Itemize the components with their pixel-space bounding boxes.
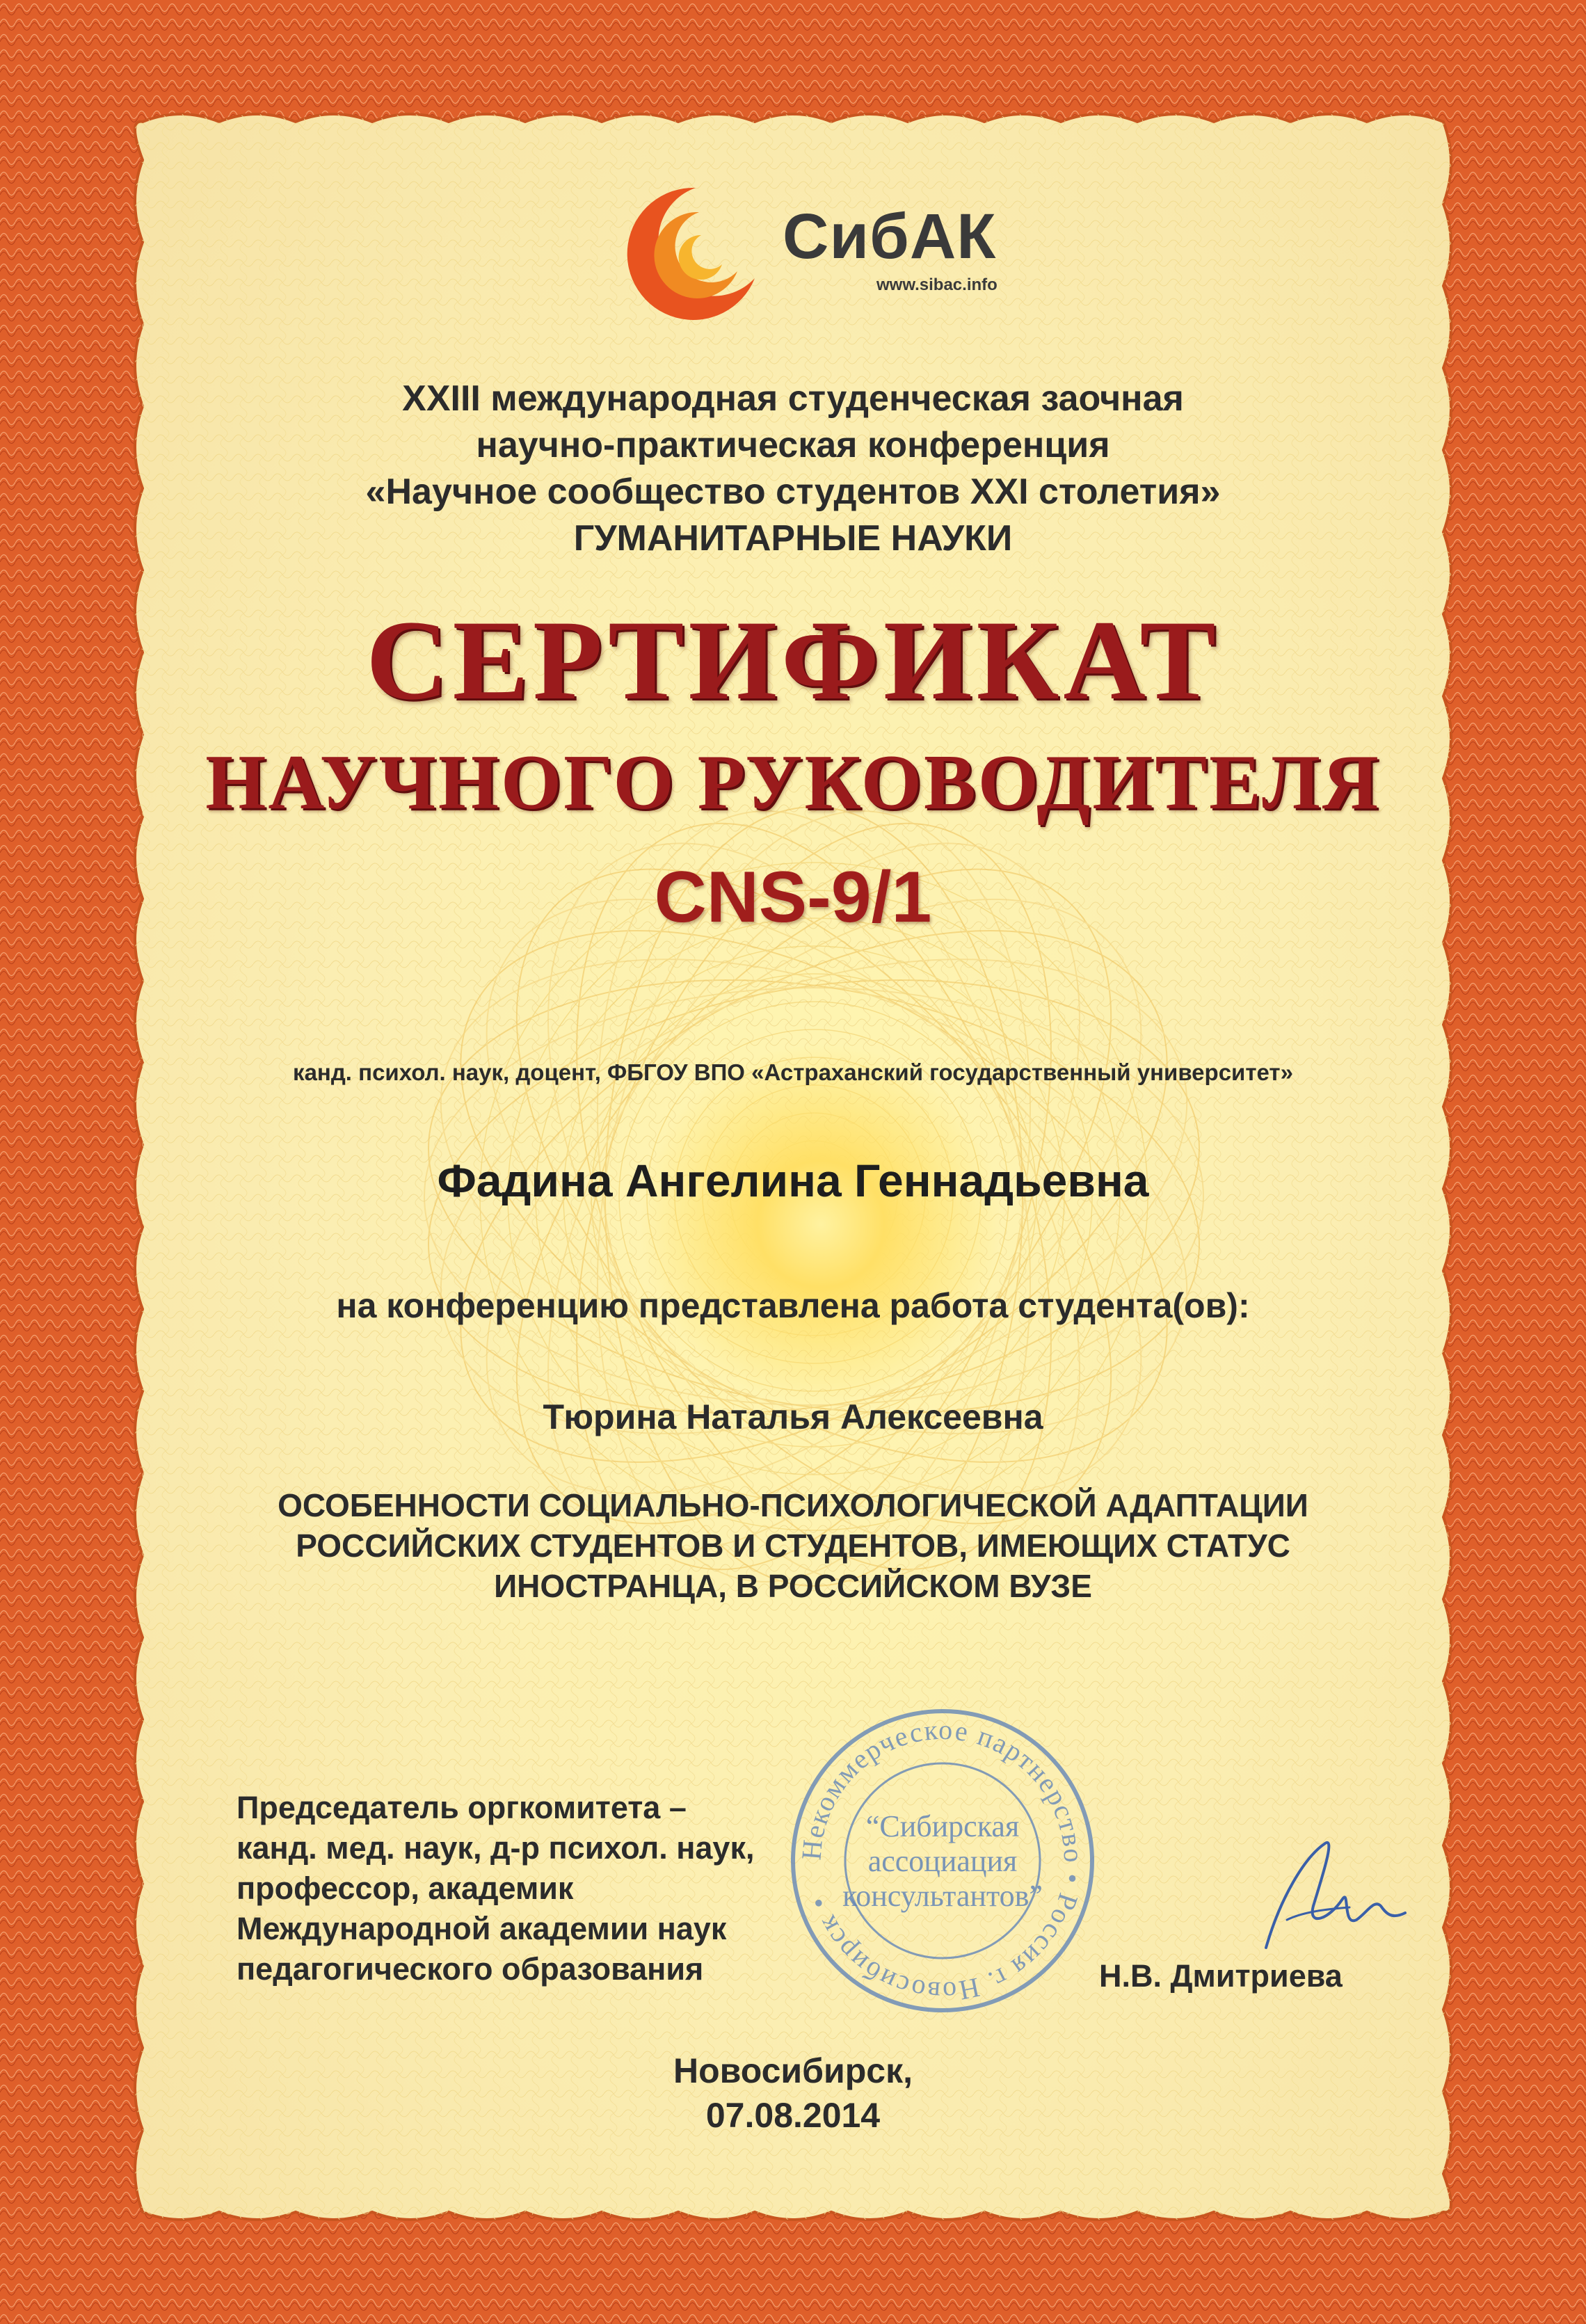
sibac-logo <box>612 174 1002 334</box>
conference-line: «Научное сообщество студентов XXI столетия» <box>365 472 1221 512</box>
supervisor-name: Фадина Ангелина Геннадьевна <box>437 1155 1149 1206</box>
supervisor-position: канд. психол. наук, доцент, ФБГОУ ВПО «Астраханский государственный университет» <box>293 1059 1293 1085</box>
logo-url: www.sibac.info <box>876 275 998 294</box>
certificate-subtitle: НАУЧНОГО РУКОВОДИТЕЛЯ <box>205 739 1381 826</box>
chair-line: Международной академии наук <box>237 1911 727 1946</box>
conference-line: XXIII международная студенческая заочная <box>402 378 1184 419</box>
organization-stamp <box>779 1697 1106 2024</box>
conference-section: ГУМАНИТАРНЫЕ НАУКИ <box>573 518 1013 559</box>
sibac-swirl-icon <box>612 174 772 334</box>
chair-line: педагогического образования <box>237 1951 704 1987</box>
chair-line: профессор, академик <box>237 1870 574 1906</box>
stamp-center-line: консультантов” <box>842 1879 1043 1913</box>
work-title-line: ОСОБЕННОСТИ СОЦИАЛЬНО-ПСИХОЛОГИЧЕСКОЙ АДАПТАЦИИ <box>278 1487 1308 1523</box>
work-title-line: ИНОСТРАНЦА, В РОССИЙСКОМ ВУЗЕ <box>494 1568 1092 1604</box>
signer-name: Н.В. Дмитриева <box>1099 1958 1343 1994</box>
stamp-center-line: “Сибирская <box>865 1809 1020 1843</box>
work-title-line: РОССИЙСКИХ СТУДЕНТОВ И СТУДЕНТОВ, ИМЕЮЩИХ СТАТУС <box>296 1528 1290 1564</box>
date: 07.08.2014 <box>705 2096 881 2135</box>
conference-line: научно-практическая конференция <box>476 425 1110 465</box>
certificate-title: СЕРТИФИКАТ <box>366 598 1220 723</box>
student-name: Тюрина Наталья Алексеевна <box>543 1397 1043 1436</box>
city: Новосибирск, <box>673 2051 913 2090</box>
chair-line: Председатель оргкомитета – <box>237 1790 687 1825</box>
logo-name: СибАК <box>783 201 997 272</box>
handwritten-signature <box>1238 1816 1433 1976</box>
chair-line: канд. мед. наук, д-р психол. наук, <box>237 1830 755 1866</box>
work-title <box>0 1485 1586 1606</box>
certificate-code: CNS-9/1 <box>654 857 932 938</box>
chair-title <box>237 1788 754 1989</box>
conference-info <box>0 376 1586 562</box>
presented-text: на конференцию представлена работа студента(ов): <box>336 1286 1250 1325</box>
stamp-center-line: ассоциация <box>867 1844 1018 1878</box>
city-date <box>0 2049 1586 2138</box>
stamp-ring-text: Некоммерческое партнерство • Россия г. Новосибирск • <box>795 1713 1090 2008</box>
